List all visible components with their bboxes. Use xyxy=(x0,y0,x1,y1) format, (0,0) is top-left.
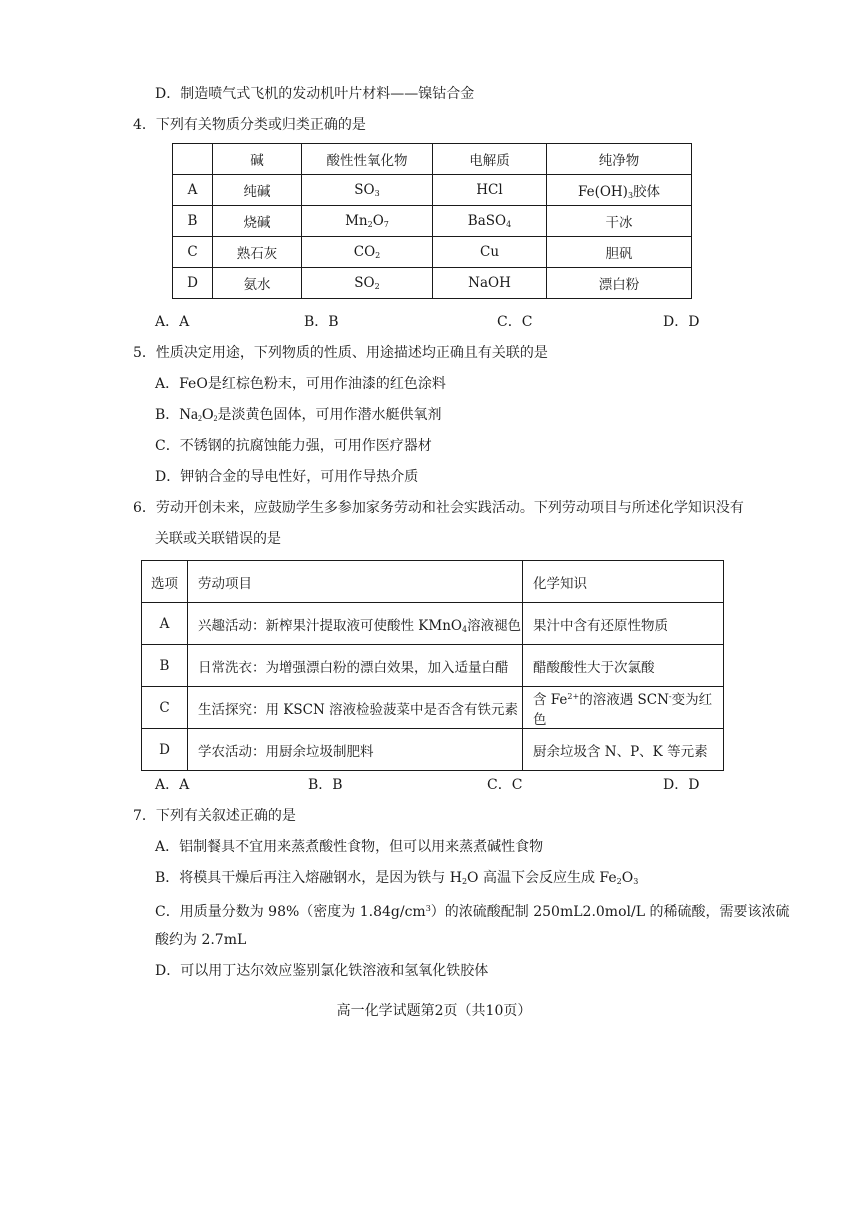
project-cell: 生活探究：用 KSCN 溶液检验菠菜中是否含有铁元素 xyxy=(188,687,523,729)
knowledge-cell: 厨余垃圾含 N、P、K 等元素 xyxy=(523,729,724,771)
electrolyte-cell: BaSO$_4$ xyxy=(433,206,547,237)
q6-option-b[interactable]: B．B xyxy=(308,777,343,793)
q4-option-b[interactable]: B．B xyxy=(304,314,339,330)
electrolyte-cell: Cu xyxy=(433,237,547,268)
table-row xyxy=(173,206,692,237)
q6-labor-table xyxy=(141,560,724,771)
base-cell: 烧碱 xyxy=(213,206,302,237)
project-cell: 学农活动：用厨余垃圾制肥料 xyxy=(188,729,523,771)
knowledge-cell: 含 $Fe^{2+}$的溶液遇 SCN-变为红色 xyxy=(523,687,724,729)
project-cell: 兴趣活动：新榨果汁提取液可使酸性 KMnO$_4$溶液褪色 xyxy=(188,603,523,645)
pure-cell: 胆矾 xyxy=(547,237,692,268)
pure-cell: 干冰 xyxy=(547,206,692,237)
pure-cell: 漂白粉 xyxy=(547,268,692,299)
header-cell-base: 碱 xyxy=(213,144,302,175)
table-header-row xyxy=(173,144,692,175)
q4-classification-table xyxy=(172,143,692,299)
q4-option-d[interactable]: D．D xyxy=(663,314,700,330)
q6-option-c[interactable]: C．C xyxy=(487,777,523,793)
knowledge-cell: 醋酸酸性大于次氯酸 xyxy=(523,645,724,687)
table-row xyxy=(173,268,692,299)
header-cell-knowledge: 化学知识 xyxy=(523,561,724,603)
project-cell: 日常洗衣：为增强漂白粉的漂白效果，加入适量白醋 xyxy=(188,645,523,687)
row-label: B xyxy=(142,645,188,687)
oxide-cell: $SO_3$ xyxy=(302,175,433,206)
q5-option-d[interactable]: D．钾钠合金的导电性好，可用作导热介质 xyxy=(155,469,419,485)
row-label: D xyxy=(173,268,213,299)
base-cell: 氨水 xyxy=(213,268,302,299)
table-row xyxy=(142,687,724,729)
header-cell-electrolyte: 电解质 xyxy=(433,144,547,175)
q6-option-d[interactable]: D．D xyxy=(663,777,700,793)
q7-option-d[interactable]: D．可以用丁达尔效应鉴别氯化铁溶液和氢氧化铁胶体 xyxy=(155,963,489,979)
oxide-cell: $Mn_2O_7$ xyxy=(302,206,433,237)
knowledge-cell: 果汁中含有还原性物质 xyxy=(523,603,724,645)
row-label: B xyxy=(173,206,213,237)
q6-options xyxy=(0,775,868,795)
header-cell-pure-substance: 纯净物 xyxy=(547,144,692,175)
q7-option-c-line1[interactable]: C．用质量分数为 98%（密度为 $1.84g/cm^3$）的浓硫酸配制 250mL2.0mol/L 的稀硫酸，需要该浓硫 xyxy=(155,904,790,920)
base-cell: 熟石灰 xyxy=(213,237,302,268)
table-row xyxy=(142,603,724,645)
q4-option-c[interactable]: C．C xyxy=(497,314,533,330)
row-label: D xyxy=(142,729,188,771)
q6-stem-line1: 6．劳动开创未来，应鼓励学生多参加家务劳动和社会实践活动。下列劳动项目与所述化学知识没有 xyxy=(133,500,744,516)
table-header-row xyxy=(142,561,724,603)
q6-stem-line2: 关联或关联错误的是 xyxy=(155,531,281,547)
oxide-cell: $CO_2$ xyxy=(302,237,433,268)
row-label: A xyxy=(173,175,213,206)
q4-option-a[interactable]: A．A xyxy=(155,314,190,330)
electrolyte-cell: HCl xyxy=(433,175,547,206)
row-label: A xyxy=(142,603,188,645)
electrolyte-cell: NaOH xyxy=(433,268,547,299)
q6-option-a[interactable]: A．A xyxy=(155,777,190,793)
row-label: C xyxy=(142,687,188,729)
q4-stem: 4．下列有关物质分类或归类正确的是 xyxy=(133,117,366,133)
q5-stem: 5．性质决定用途，下列物质的性质、用途描述均正确且有关联的是 xyxy=(133,345,548,361)
q7-option-a[interactable]: A．铝制餐具不宜用来蒸煮酸性食物，但可以用来蒸煮碱性食物 xyxy=(155,839,544,855)
q7-option-b[interactable]: B．将模具干燥后再注入熔融钢水，是因为铁与 $H_2O$ 高温下会反应生成 $Fe_2O_3$ xyxy=(155,870,639,886)
table-row xyxy=(142,729,724,771)
q7-stem: 7．下列有关叙述正确的是 xyxy=(133,808,296,824)
q7-option-c-line2: 酸约为 2.7mL xyxy=(155,932,247,948)
pure-cell: $Fe(OH)_3$胶体 xyxy=(547,175,692,206)
q5-option-b[interactable]: B．$Na_2O_2$是淡黄色固体，可用作潜水艇供氧剂 xyxy=(155,406,442,423)
q3-option-d: D．制造喷气式飞机的发动机叶片材料——镍钴合金 xyxy=(155,86,475,102)
base-cell: 纯碱 xyxy=(213,175,302,206)
oxide-cell: $SO_2$ xyxy=(302,268,433,299)
header-cell-acidic-oxide: 酸性性氧化物 xyxy=(302,144,433,175)
table-row xyxy=(142,645,724,687)
q5-option-a[interactable]: A．FeO是红棕色粉末，可用作油漆的红色涂料 xyxy=(155,376,446,392)
q5-option-c[interactable]: C．不锈钢的抗腐蚀能力强，可用作医疗器材 xyxy=(155,438,432,454)
q4-options xyxy=(0,312,868,332)
row-label: C xyxy=(173,237,213,268)
table-row xyxy=(173,175,692,206)
table-row xyxy=(173,237,692,268)
header-cell-empty xyxy=(173,144,213,175)
header-cell-project: 劳动项目 xyxy=(188,561,523,603)
header-cell-option: 选项 xyxy=(142,561,188,603)
page-footer: 高一化学试题第2页（共10页） xyxy=(336,1003,532,1019)
